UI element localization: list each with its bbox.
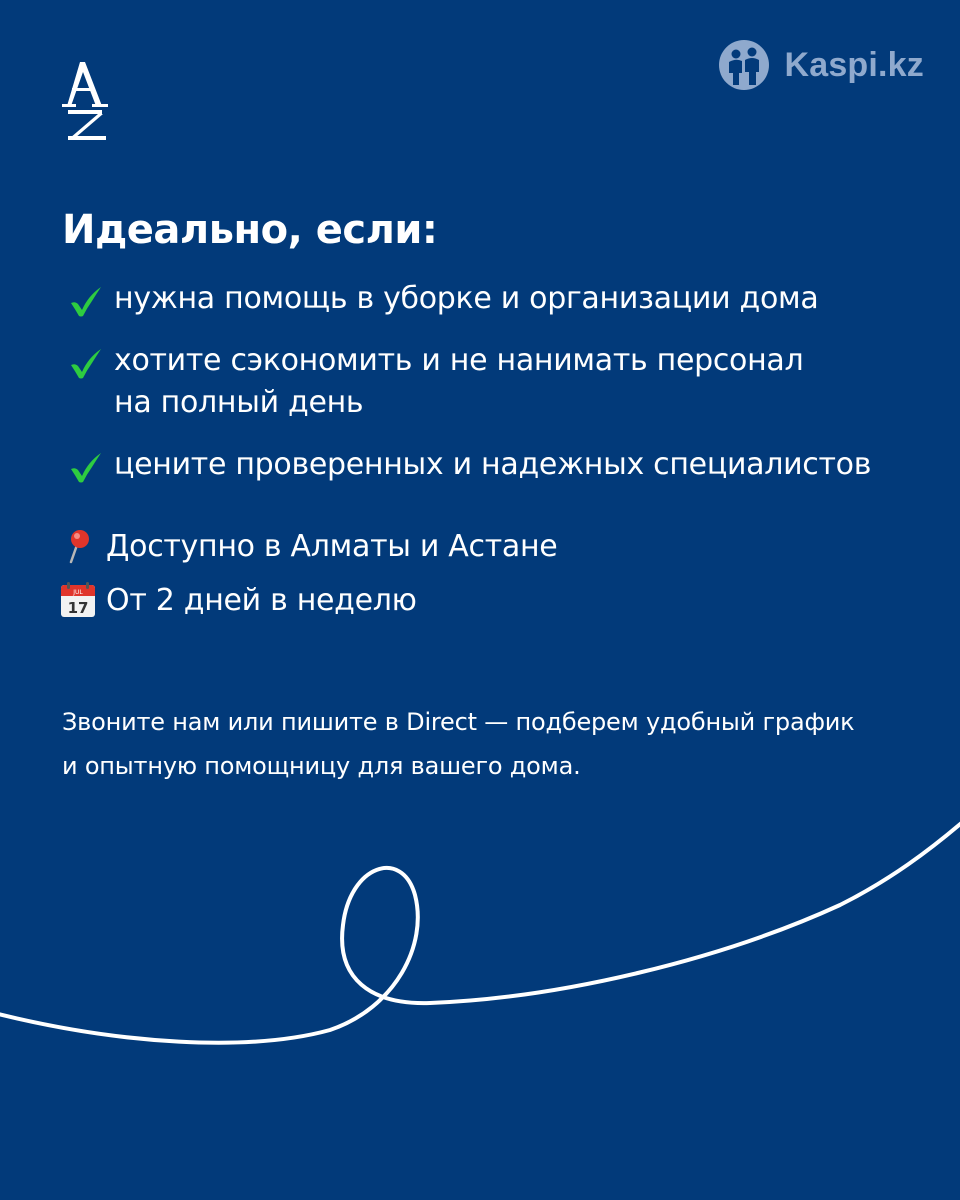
green-check-icon (68, 284, 104, 318)
availability-info (60, 522, 557, 630)
checklist-item-text: на полный день (114, 385, 364, 420)
checklist-item (68, 444, 948, 486)
green-check-icon (68, 450, 104, 484)
headline: Идеально, если: (62, 207, 438, 253)
calendar-icon (60, 582, 96, 618)
cta-text (62, 700, 922, 788)
kaspi-people-badge-icon (718, 39, 770, 91)
checklist-item (68, 340, 948, 424)
schedule-text: От 2 дней в неделю (106, 582, 417, 618)
cta-line: Звоните нам или пишите в Direct — подберем удобный график (62, 708, 855, 736)
checklist-item (68, 278, 948, 320)
partner-logo (718, 38, 924, 92)
checklist-item-text: нужна помощь в уборке и организации дома (114, 281, 819, 316)
location-row (60, 522, 557, 570)
checklist-item-text: хотите сэкономить и не нанимать персонал (114, 343, 804, 378)
green-check-icon (68, 346, 104, 380)
schedule-row (60, 576, 557, 624)
partner-name: Kaspi.kz (784, 45, 924, 84)
pushpin-icon (60, 528, 96, 564)
calendar-month: JUL (73, 589, 83, 596)
location-text: Доступно в Алматы и Астане (106, 528, 558, 564)
benefits-checklist (68, 278, 948, 506)
calendar-day: 17 (67, 599, 89, 617)
checklist-item-text: цените проверенных и надежных специалистов (114, 447, 872, 482)
cta-line: и опытную помощницу для вашего дома. (62, 752, 581, 780)
az-monogram-icon (58, 58, 114, 144)
